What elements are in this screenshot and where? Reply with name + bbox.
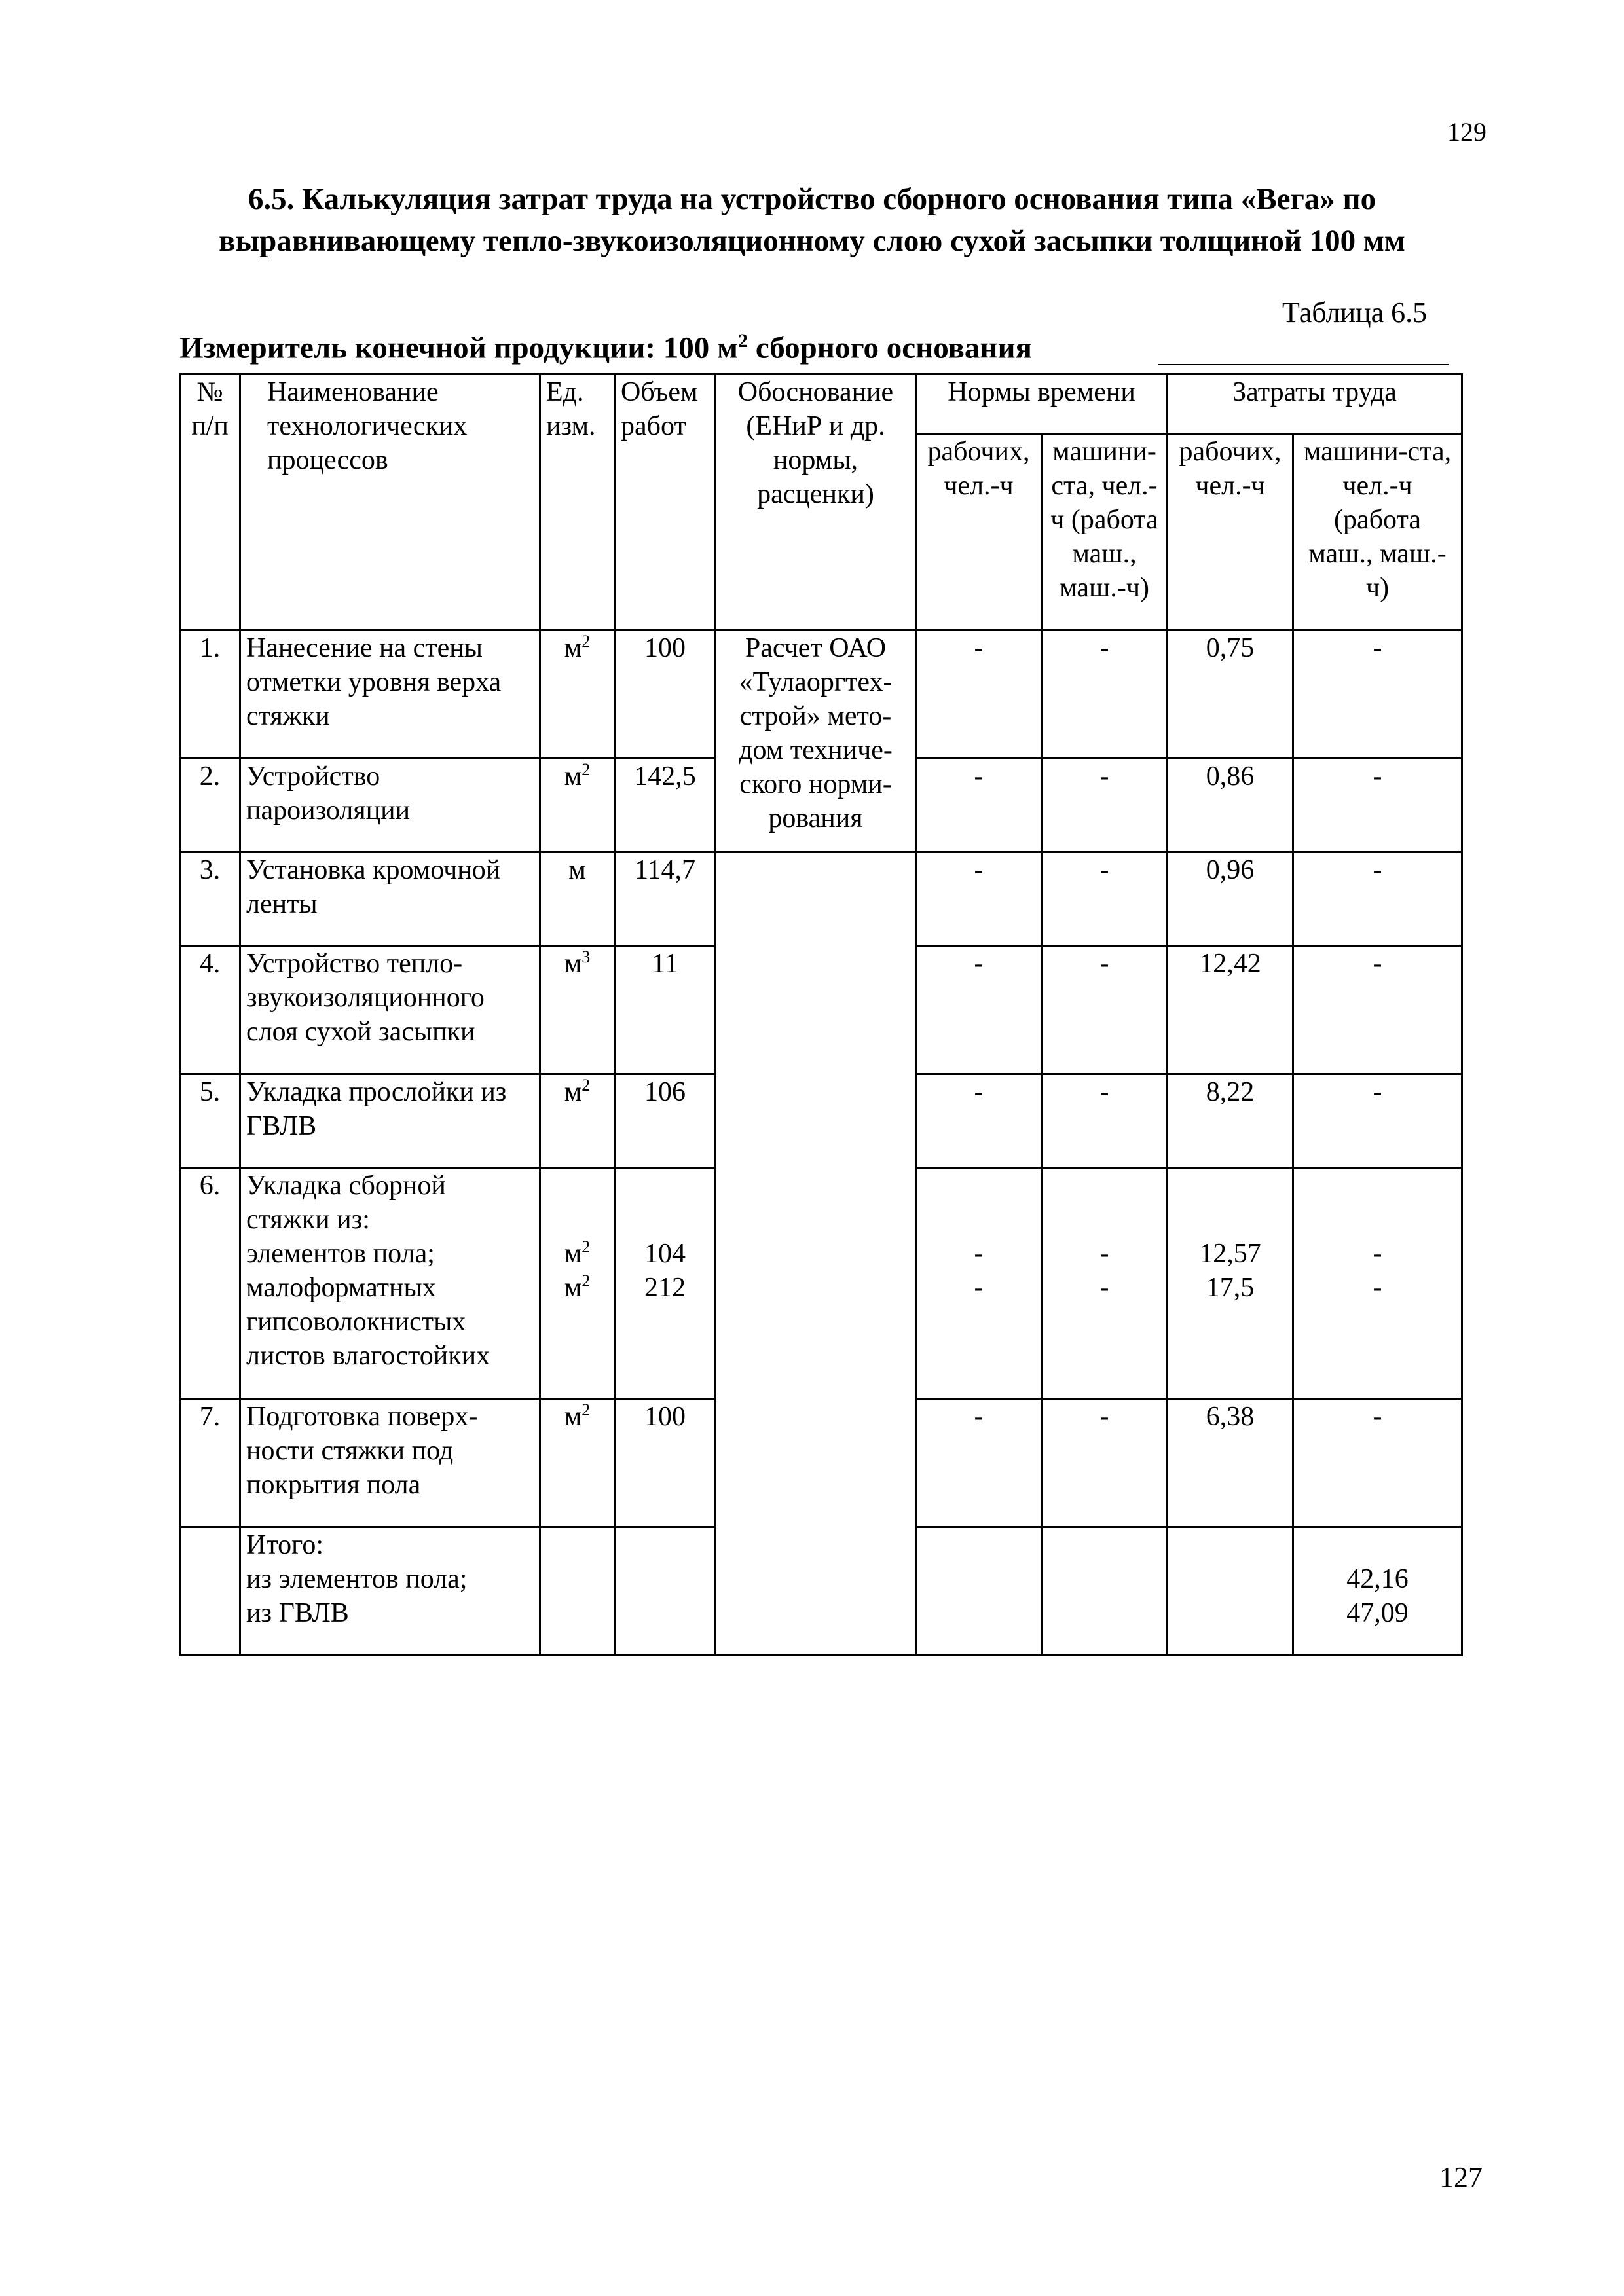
row-volume: 142,5 [615,759,716,852]
header-name: Наименование технологических процессов [240,374,540,630]
row-cost-workers [1168,1168,1293,1399]
total-unit-empty [540,1527,615,1656]
row-volume: 100 [615,630,716,759]
row-cost-machinists: - [1293,759,1462,852]
unit-sup: 2 [581,1271,591,1290]
unit-text: м [564,1239,582,1269]
header-unit: Ед. изм. [540,374,615,630]
cost-workers-b: 17,5 [1206,1273,1255,1303]
unit-b [546,1271,608,1305]
row-cost-workers: 0,96 [1168,852,1293,946]
cost-machinists-a: - [1373,1239,1382,1269]
measure-text: Измеритель конечной продукции: 100 м [179,331,739,365]
row-name [240,1168,540,1399]
page-title [164,178,1460,262]
row-num: 4. [180,946,240,1074]
unit-a [546,1237,608,1271]
row-cost-workers: 6,38 [1168,1399,1293,1527]
row-cost-machinists: - [1293,946,1462,1074]
row-num: 7. [180,1399,240,1527]
row-cost-machinists: - [1293,630,1462,759]
header-row [180,374,1462,434]
unit-sup: 2 [581,1076,591,1095]
row-norm-machinists: - [1042,759,1168,852]
measure-text-end: сборного основания [748,331,1033,365]
table-row [180,852,1462,946]
total-norm-workers-empty [1042,1527,1168,1656]
row-basis: Расчет ОАО «Тулаоргтех-строй» мето-дом техниче-ского норми-рования [716,630,916,852]
row-cost-workers: 8,22 [1168,1074,1293,1168]
total-label-b: из ГВЛВ [246,1598,349,1628]
row-volume [615,1168,716,1399]
table-caption: Таблица 6.5 [1282,297,1428,329]
cost-workers-a: 12,57 [1199,1239,1261,1269]
unit-sup: 2 [581,632,591,651]
row-norm-machinists: - [1042,1074,1168,1168]
header-norm-machinists: машини-ста, чел.-ч (работа маш., маш.-ч) [1042,434,1168,630]
row-norm-workers: - [916,852,1042,946]
unit-text: м [564,1273,582,1303]
unit-text: м [564,633,582,663]
total-cost-workers [1293,1527,1462,1656]
row-name-lead: Укладка сборной стяжки из: [246,1171,446,1235]
measure-line [179,330,1032,366]
header-norms: Нормы времени [916,374,1168,434]
header-cost-workers: рабочих, чел.-ч [1168,434,1293,630]
row-norm-machinists: - [1042,852,1168,946]
row-cost-workers: 0,75 [1168,630,1293,759]
row-num: 1. [180,630,240,759]
row-volume: 114,7 [615,852,716,946]
measure-underline [1158,364,1449,365]
row-norm-machinists: - [1042,630,1168,759]
row-norm-machinists: - [1042,946,1168,1074]
row-basis-empty [716,852,916,1656]
row-name-a: элементов пола; [246,1239,435,1269]
row-num: 6. [180,1168,240,1399]
header-num: № п/п [180,374,240,630]
header-norm-workers: рабочих, чел.-ч [916,434,1042,630]
norm-workers-a: - [974,1239,984,1269]
table-row [180,630,1462,759]
total-volume-empty [615,1527,716,1656]
row-norm-workers: - [916,1399,1042,1527]
row-num: 5. [180,1074,240,1168]
row-cost-workers: 12,42 [1168,946,1293,1074]
row-norm-workers: - [916,630,1042,759]
row-norm-machinists: - [1042,1399,1168,1527]
row-unit [540,1074,615,1168]
total-label-title: Итого: [246,1530,323,1560]
unit-text: м [564,1077,582,1107]
row-unit [540,630,615,759]
row-norm-workers: - [916,759,1042,852]
row-unit [540,1168,615,1399]
total-value-b: 47,09 [1346,1598,1409,1628]
row-norm-workers: - [916,1074,1042,1168]
row-name: Подготовка поверх-ности стяжки под покрытия пола [240,1399,540,1527]
unit-sup: 2 [581,1400,591,1419]
row-unit: м [540,852,615,946]
volume-a: 104 [644,1239,686,1269]
row-volume: 106 [615,1074,716,1168]
unit-sup: 3 [581,947,591,966]
row-norm-workers [916,1168,1042,1399]
unit-text: м [564,761,582,792]
row-cost-machinists: - [1293,1074,1462,1168]
header-volume: Объем работ [615,374,716,630]
volume-b: 212 [644,1273,686,1303]
cost-machinists-b: - [1373,1273,1382,1303]
labor-cost-table [179,373,1463,1656]
row-name: Нанесение на стены отметки уровня верха стяжки [240,630,540,759]
title-line-1: 6.5. Калькуляция затрат труда на устройство сборного основания типа «Вега» по [248,182,1376,216]
total-label-a: из элементов пола; [246,1564,468,1594]
row-unit [540,946,615,1074]
row-cost-workers: 0,86 [1168,759,1293,852]
unit-text: м [564,949,582,979]
row-norm-machinists [1042,1168,1168,1399]
total-value-a: 42,16 [1346,1564,1409,1594]
header-cost-machinists: машини-ста, чел.-ч (работа маш., маш.-ч) [1293,434,1462,630]
row-cost-machinists [1293,1168,1462,1399]
row-name: Устройство тепло-звукоизоляционного слоя сухой засыпки [240,946,540,1074]
row-cost-machinists: - [1293,1399,1462,1527]
header-costs: Затраты труда [1168,374,1462,434]
total-num-empty [180,1527,240,1656]
norm-machinists-a: - [1099,1239,1109,1269]
unit-sup: 2 [581,760,591,779]
total-label [240,1527,540,1656]
row-num: 2. [180,759,240,852]
row-name: Устройство пароизоляции [240,759,540,852]
row-volume: 100 [615,1399,716,1527]
row-volume: 11 [615,946,716,1074]
norm-machinists-b: - [1099,1273,1109,1303]
row-name-b: малоформатных гипсоволокнистых листов влагостойких [246,1273,490,1371]
page-number-top: 129 [1447,117,1486,147]
row-name: Установка кромочной ленты [240,852,540,946]
header-basis: Обоснование (ЕНиР и др. нормы, расценки) [716,374,916,630]
row-name: Укладка прослойки из ГВЛВ [240,1074,540,1168]
total-norm-machinists-empty [1168,1527,1293,1656]
measure-sup: 2 [738,330,748,352]
total-basis-empty [916,1527,1042,1656]
row-unit [540,759,615,852]
norm-workers-b: - [974,1273,984,1303]
unit-text: м [564,1402,582,1432]
row-unit [540,1399,615,1527]
row-cost-machinists: - [1293,852,1462,946]
page-number-bottom: 127 [1439,2161,1483,2193]
row-num: 3. [180,852,240,946]
unit-sup: 2 [581,1237,591,1256]
row-norm-workers: - [916,946,1042,1074]
title-line-2: выравнивающему тепло-звукоизоляционному слою сухой засыпки толщиной 100 мм [219,224,1405,258]
